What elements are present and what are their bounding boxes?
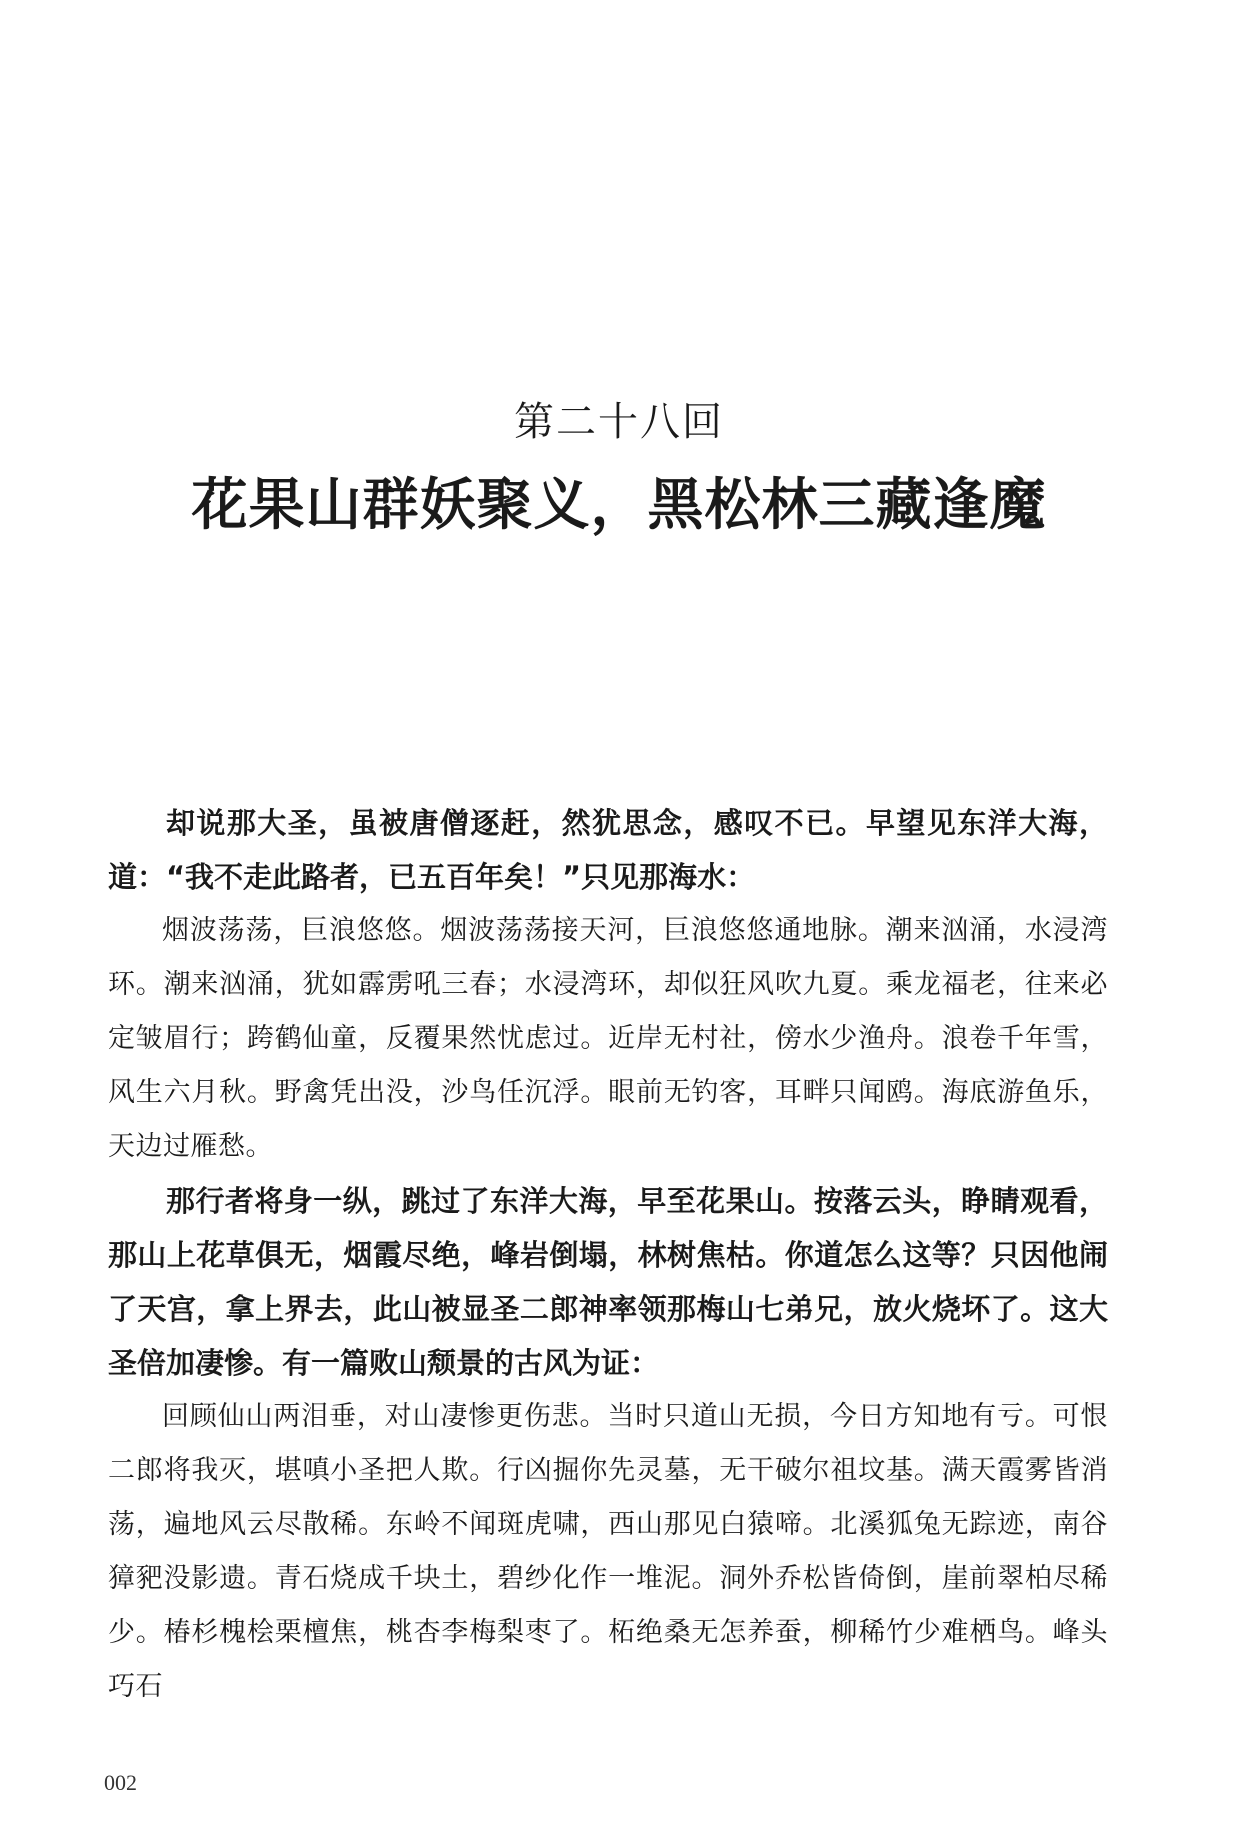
chapter-title: 花果山群妖聚义，黑松林三藏逢魔: [191, 473, 1047, 538]
chapter-number: 第二十八回: [514, 399, 724, 445]
prose-paragraph: 却说那大圣，虽被唐僧逐赶，然犹思念，感叹不已。早望见东洋大海，道：“我不走此路者，已五百年矣！”只见那海水：: [108, 806, 1108, 894]
page-number: 002: [104, 1770, 137, 1795]
verse-paragraph: 回顾仙山两泪垂，对山凄惨更伤悲。当时只道山无损，今日方知地有亏。可恨二郎将我灭，堪嗔小圣把人欺。行凶掘你先灵墓，无干破尔祖坟基。满天霞雾皆消荡，遍地风云尽散稀。东岭不闻斑虎啸，西山那见白猿啼。北溪狐兔无踪迹，南谷獐豝没影遗。青石烧成千块土，碧纱化作一堆泥。洞外乔松皆倚倒，崖前翠柏尽稀少。椿杉槐桧栗檀焦，桃杏李梅梨枣了。柘绝桑无怎养蚕，柳稀竹少难栖鸟。峰头巧石: [108, 1401, 1108, 1702]
prose-paragraph: 那行者将身一纵，跳过了东洋大海，早至花果山。按落云头，睁睛观看，那山上花草俱无，烟霞尽绝，峰岩倒塌，林树焦枯。你道怎么这等？只因他闹了天宫，拿上界去，此山被显圣二郎神率领那梅山七弟兄，放火烧坏了。这大圣倍加凄惨。有一篇败山颓景的古风为证：: [108, 1184, 1108, 1380]
chapter-body: [108, 796, 1108, 1714]
verse-paragraph: 烟波荡荡，巨浪悠悠。烟波荡荡接天河，巨浪悠悠通地脉。潮来汹涌，水浸湾环。潮来汹涌，犹如霹雳吼三春；水浸湾环，却似狂风吹九夏。乘龙福老，往来必定皱眉行；跨鹤仙童，反覆果然忧虑过。近岸无村社，傍水少渔舟。浪卷千年雪，风生六月秋。野禽凭出没，沙鸟任沉浮。眼前无钓客，耳畔只闻鸥。海底游鱼乐，天边过雁愁。: [108, 915, 1108, 1162]
